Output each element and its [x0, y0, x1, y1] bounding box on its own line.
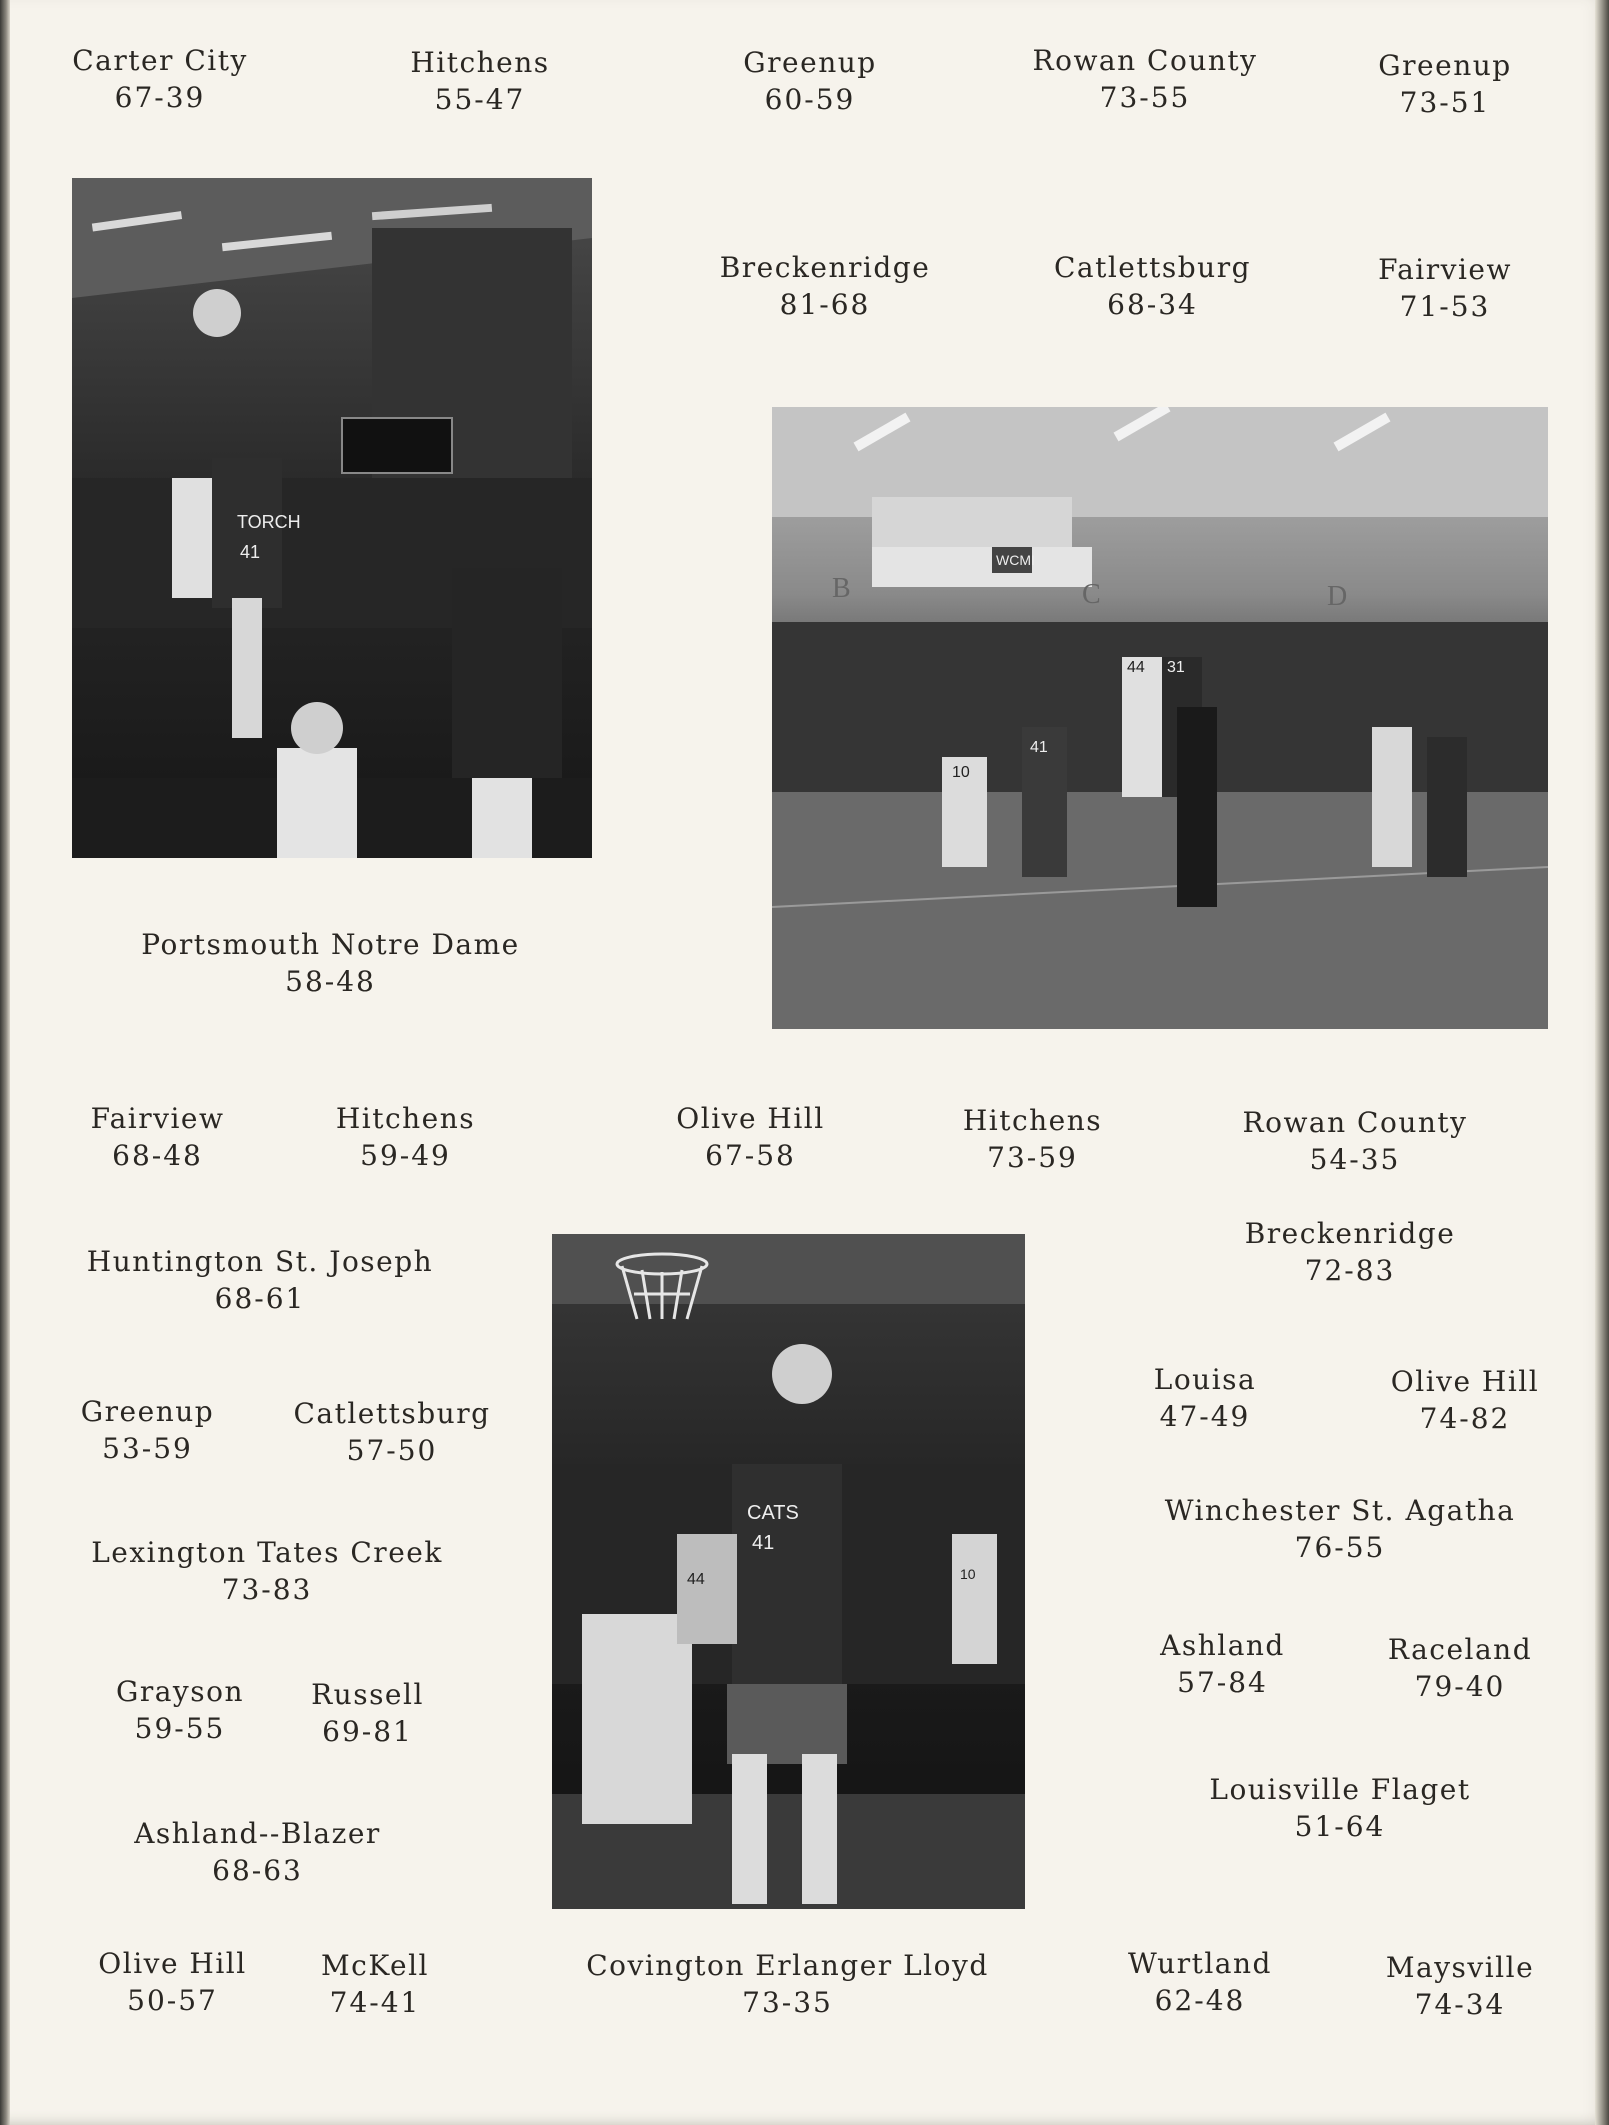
- opponent-name: Fairview: [1378, 253, 1512, 286]
- game-score: 54-35: [1309, 1143, 1401, 1176]
- game-score: 73-35: [742, 1986, 833, 2019]
- opponent-name: Ashland--Blazer: [134, 1817, 381, 1850]
- result-breckenridge-2: [1220, 1215, 1480, 1289]
- section-letter: B: [832, 573, 851, 604]
- game-score: 73-59: [987, 1141, 1078, 1174]
- opponent-name: Grayson: [115, 1675, 245, 1708]
- game-score: 74-82: [1419, 1402, 1511, 1435]
- banner-text: WCMI: [996, 552, 1035, 568]
- jersey-number: 44: [1127, 659, 1145, 676]
- game-score: 57-84: [1177, 1666, 1268, 1699]
- game-score: 79-40: [1414, 1670, 1506, 1703]
- game-score: 74-34: [1414, 1988, 1506, 2021]
- section-letter: C: [1082, 579, 1101, 610]
- result-greenup-1: [710, 44, 910, 118]
- game-score: 53-59: [102, 1432, 193, 1465]
- opponent-name: Winchester St. Agatha: [1164, 1494, 1516, 1527]
- game-score: 73-55: [1099, 81, 1191, 114]
- opponent-name: Raceland: [1387, 1633, 1533, 1666]
- jersey-number: 44: [687, 1571, 705, 1588]
- photo-tip-off: [772, 407, 1548, 1029]
- result-ashland-blazer: [105, 1815, 410, 1889]
- result-rowan-county-2: [1225, 1104, 1485, 1178]
- jersey-number: 41: [240, 542, 261, 562]
- jersey-number: 31: [1167, 659, 1185, 676]
- opponent-name: Greenup: [1378, 49, 1512, 82]
- game-score: 67-58: [705, 1139, 796, 1172]
- result-fairview-2: [65, 1100, 250, 1174]
- game-score: 72-83: [1304, 1254, 1396, 1287]
- game-score: 73-51: [1399, 86, 1491, 119]
- game-score: 69-81: [322, 1715, 413, 1748]
- game-score: 76-55: [1294, 1531, 1386, 1564]
- opponent-name: Covington Erlanger Lloyd: [586, 1949, 989, 1982]
- opponent-name: Louisa: [1153, 1363, 1257, 1396]
- result-fairview-1: [1355, 251, 1535, 325]
- binding-edge: [0, 0, 10, 2125]
- opponent-name: Carter City: [72, 44, 248, 77]
- game-score: 55-47: [434, 83, 526, 116]
- opponent-name: Hitchens: [335, 1102, 476, 1135]
- opponent-name: Breckenridge: [719, 251, 931, 284]
- photo-shot-attempt-image: [552, 1234, 1025, 1909]
- result-raceland: [1370, 1631, 1550, 1705]
- game-score: 59-49: [360, 1139, 451, 1172]
- opponent-name: Catlettsburg: [293, 1397, 491, 1430]
- photo-shot-attempt: [552, 1234, 1025, 1909]
- game-score: 50-57: [127, 1984, 218, 2017]
- result-ashland: [1140, 1627, 1305, 1701]
- jersey-number: 41: [1030, 739, 1048, 756]
- opponent-name: Rowan County: [1242, 1106, 1468, 1139]
- game-score: 59-55: [134, 1712, 226, 1745]
- opponent-name: Hitchens: [962, 1104, 1103, 1137]
- page-edge: [1595, 0, 1609, 2125]
- game-score: 73-83: [221, 1573, 313, 1606]
- result-lexington-tates-creek: [62, 1534, 472, 1608]
- result-rowan-county-1: [1015, 42, 1275, 116]
- result-olive-hill-1: [648, 1100, 853, 1174]
- game-score: 51-64: [1294, 1810, 1386, 1843]
- result-greenup-3: [65, 1393, 230, 1467]
- opponent-name: Olive Hill: [676, 1102, 825, 1135]
- result-wurtland: [1110, 1945, 1290, 2019]
- result-hitchens-2: [313, 1100, 498, 1174]
- opponent-name: Wurtland: [1128, 1947, 1272, 1980]
- game-score: 68-63: [212, 1854, 303, 1887]
- result-covington-erlanger-lloyd: [555, 1947, 1020, 2021]
- game-score: 67-39: [114, 81, 206, 114]
- result-catlettsburg-1: [1020, 249, 1285, 323]
- jersey-number: 10: [960, 1566, 976, 1582]
- jersey-text: CATS: [747, 1502, 799, 1524]
- game-score: 68-61: [214, 1282, 306, 1315]
- opponent-name: McKell: [321, 1949, 429, 1982]
- photo-jump-shot: [72, 178, 592, 858]
- opponent-name: Lexington Tates Creek: [91, 1536, 443, 1569]
- opponent-name: Russell: [311, 1678, 424, 1711]
- opponent-name: Greenup: [743, 46, 877, 79]
- opponent-name: Olive Hill: [1390, 1365, 1540, 1398]
- result-grayson: [95, 1673, 265, 1747]
- game-score: 58-48: [285, 965, 376, 998]
- result-winchester-st-agatha: [1140, 1492, 1540, 1566]
- result-carter-city: [60, 42, 260, 116]
- result-breckenridge-1: [695, 249, 955, 323]
- opponent-name: Portsmouth Notre Dame: [141, 928, 520, 961]
- opponent-name: Olive Hill: [98, 1947, 247, 1980]
- result-portsmouth-notre-dame: [118, 926, 543, 1000]
- opponent-name: Ashland: [1160, 1629, 1285, 1662]
- opponent-name: Catlettsburg: [1053, 251, 1252, 284]
- result-greenup-2: [1350, 47, 1540, 121]
- opponent-name: Rowan County: [1032, 44, 1258, 77]
- game-score: 68-34: [1107, 288, 1198, 321]
- result-maysville: [1365, 1949, 1555, 2023]
- result-mckell: [300, 1947, 450, 2021]
- game-score: 81-68: [779, 288, 871, 321]
- result-russell: [290, 1676, 445, 1750]
- jersey-number: 41: [752, 1532, 775, 1554]
- opponent-name: Maysville: [1385, 1951, 1535, 1984]
- section-letter: D: [1327, 581, 1348, 612]
- game-score: 60-59: [764, 83, 856, 116]
- result-olive-hill-3: [75, 1945, 270, 2019]
- result-hitchens-1: [385, 44, 575, 118]
- photo-tip-off-image: [772, 407, 1548, 1029]
- opponent-name: Louisville Flaget: [1209, 1773, 1471, 1806]
- game-score: 57-50: [346, 1434, 438, 1467]
- photo-jump-shot-image: [72, 178, 592, 858]
- jersey-text: TORCH: [237, 512, 301, 532]
- result-olive-hill-2: [1365, 1363, 1565, 1437]
- game-score: 47-49: [1159, 1400, 1251, 1433]
- opponent-name: Huntington St. Joseph: [86, 1245, 434, 1278]
- result-louisa: [1135, 1361, 1275, 1435]
- jersey-number: 10: [952, 764, 970, 781]
- result-louisville-flaget: [1180, 1771, 1500, 1845]
- opponent-name: Hitchens: [410, 46, 550, 79]
- result-huntington-st-joseph: [70, 1243, 450, 1317]
- opponent-name: Greenup: [80, 1395, 215, 1428]
- game-score: 68-48: [112, 1139, 203, 1172]
- game-score: 62-48: [1154, 1984, 1246, 2017]
- game-score: 71-53: [1399, 290, 1491, 323]
- opponent-name: Fairview: [90, 1102, 225, 1135]
- result-hitchens-3: [940, 1102, 1125, 1176]
- game-score: 74-41: [329, 1986, 421, 2019]
- result-catlettsburg-2: [272, 1395, 512, 1469]
- opponent-name: Breckenridge: [1244, 1217, 1456, 1250]
